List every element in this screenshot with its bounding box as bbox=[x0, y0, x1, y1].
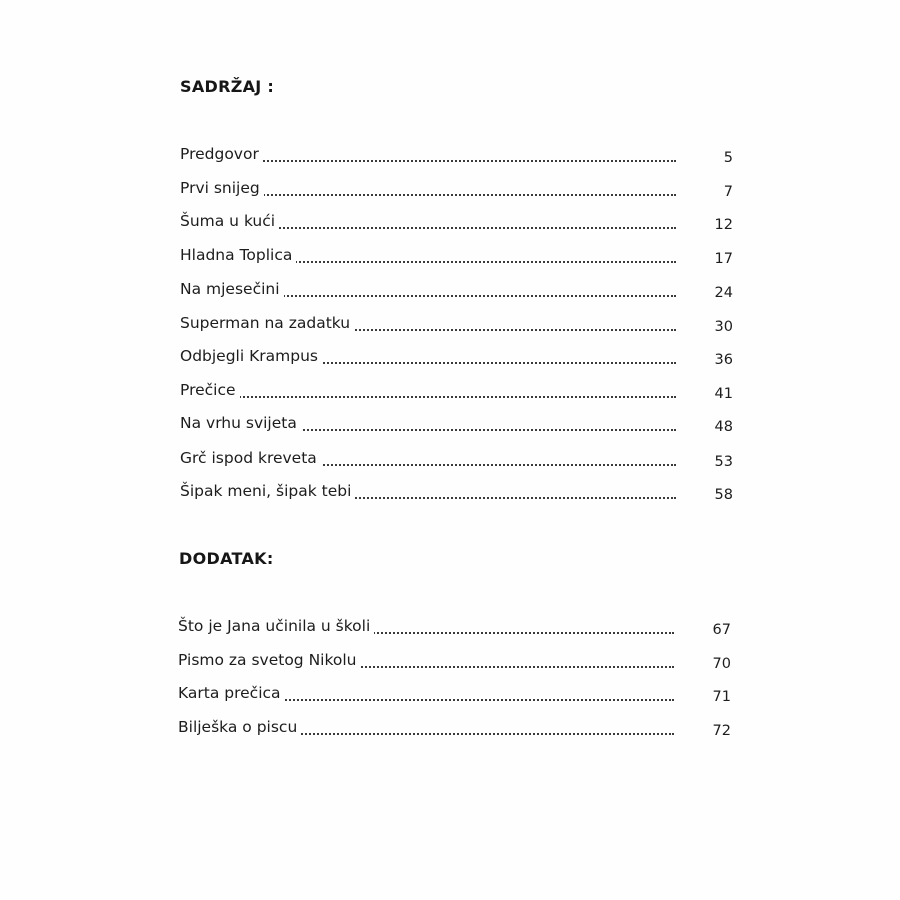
toc-entry-page: 72 bbox=[712, 723, 731, 739]
toc-entry bbox=[180, 449, 735, 473]
appendix-heading: DODATAK: bbox=[179, 549, 274, 568]
toc-entry-page: 30 bbox=[714, 319, 733, 335]
toc-entry bbox=[180, 381, 735, 405]
toc-entry-title: Prvi snijeg bbox=[180, 179, 264, 197]
toc-entry bbox=[180, 280, 735, 304]
toc-entry bbox=[178, 651, 733, 675]
toc-entry-title: Bilješka o piscu bbox=[178, 718, 301, 736]
toc-entry-page: 7 bbox=[723, 184, 733, 200]
toc-entry-title: Na vrhu svijeta bbox=[180, 414, 301, 432]
toc-entry-page: 58 bbox=[714, 487, 733, 503]
toc-entry-title: Pismo za svetog Nikolu bbox=[178, 651, 361, 669]
toc-entry-page: 12 bbox=[714, 217, 733, 233]
toc-entry bbox=[180, 179, 735, 203]
toc-entry-page: 70 bbox=[712, 656, 731, 672]
toc-entry-page: 41 bbox=[714, 386, 733, 402]
toc-entry bbox=[180, 145, 735, 169]
toc-entry-page: 53 bbox=[714, 454, 733, 470]
toc-entry bbox=[180, 212, 735, 236]
toc-entry-title: Grč ispod kreveta bbox=[180, 449, 321, 467]
toc-entry-title: Predgovor bbox=[180, 145, 263, 163]
toc-entry-title: Odbjegli Krampus bbox=[180, 347, 322, 365]
toc-entry bbox=[180, 314, 735, 338]
toc-entry-title: Šipak meni, šipak tebi bbox=[180, 482, 355, 500]
toc-entry-title: Prečice bbox=[180, 381, 240, 399]
toc-entry-page: 67 bbox=[712, 622, 731, 638]
contents-heading: SADRŽAJ : bbox=[180, 77, 275, 96]
toc-entry bbox=[180, 347, 735, 371]
toc-entry-page: 17 bbox=[714, 251, 733, 267]
toc-entry-page: 71 bbox=[712, 689, 731, 705]
toc-entry bbox=[178, 617, 733, 641]
toc-entry-page: 24 bbox=[714, 285, 733, 301]
toc-entry-page: 5 bbox=[723, 150, 733, 166]
toc-entry-page: 36 bbox=[714, 352, 733, 368]
toc-entry-title: Hladna Toplica bbox=[180, 246, 296, 264]
toc-entry bbox=[178, 718, 733, 742]
toc-entry-title: Karta prečica bbox=[178, 684, 285, 702]
toc-entry-title: Što je Jana učinila u školi bbox=[178, 617, 374, 635]
toc-entry-title: Superman na zadatku bbox=[180, 314, 354, 332]
toc-entry bbox=[178, 684, 733, 708]
dot-leader bbox=[180, 396, 676, 398]
toc-entry bbox=[180, 246, 735, 270]
toc-entry-title: Na mjesečini bbox=[180, 280, 284, 298]
toc-entry-page: 48 bbox=[714, 419, 733, 435]
toc-entry bbox=[180, 482, 735, 506]
toc-entry-title: Šuma u kući bbox=[180, 212, 279, 230]
toc-entry bbox=[180, 414, 735, 438]
